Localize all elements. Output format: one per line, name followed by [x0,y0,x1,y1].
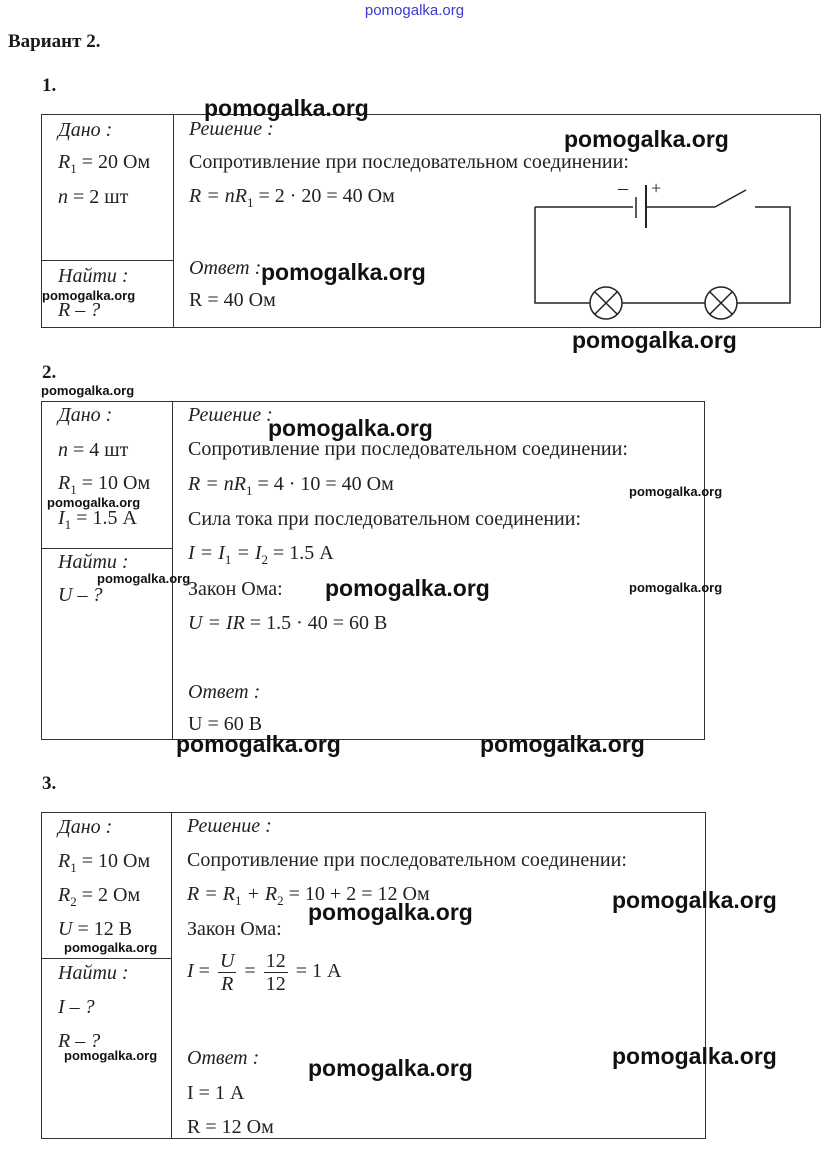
problem-2-find-1: U – ? [58,584,103,606]
watermark: pomogalka.org [204,95,369,121]
battery-plus-sign: + [651,178,662,198]
problem-2-given-1: n = 4 шт [58,439,129,461]
watermark: pomogalka.org [64,940,158,955]
watermark: pomogalka.org [97,571,191,586]
problem-3-answer-1: I = 1 А [187,1082,245,1104]
problem-1-given-label: Дано : [58,119,113,141]
problem-1-answer: R = 40 Ом [189,289,276,311]
watermark: pomogalka.org [612,887,777,913]
problem-3-given-2: $R_2 = 2$ Ом [58,884,141,909]
problem-3-find-1: I – ? [58,996,95,1018]
problem-1-divider [173,114,174,328]
watermark: pomogalka.org [176,731,341,757]
problem-1-find-1: R – ? [58,299,101,321]
watermark: pomogalka.org [629,580,723,595]
problem-2-answer: U = 60 В [188,713,263,735]
watermark: pomogalka.org [629,484,723,499]
problem-3-solution-line-1: Сопротивление при последовательном соединении: [187,849,627,871]
top-watermark: pomogalka.org [364,2,465,19]
problem-1-answer-label: Ответ : [189,257,262,279]
watermark: pomogalka.org [325,575,490,601]
problem-2-given-2: $R_1 = 10$ Ом [58,472,151,497]
problem-3-given-3: U = 12 В [58,918,133,940]
problem-1-find-label: Найти : [58,265,129,287]
problem-3-find-label: Найти : [58,962,129,984]
problem-1-given-1: $R_1 = 20$ Ом [58,151,151,176]
circuit-wire-right [737,207,790,303]
problem-2-given-label: Дано : [58,404,113,426]
problem-3-given-label: Дано : [58,816,113,838]
problem-2-solution-line-1: Сопротивление при последовательном соединении: [188,438,628,460]
circuit-wire-left [535,207,590,303]
problem-3-solution-line-2: $R = R_1 + R_2 = 10 + 2 = 12$ Ом [187,883,430,908]
problem-3-solution-label: Решение : [187,815,272,837]
problem-1-solution-label: Решение : [189,118,274,140]
watermark: pomogalka.org [41,383,135,398]
problem-3-given-find-divider [41,958,171,959]
problem-1-solution-line-2: $R = nR_1 = 2 \cdot 20 = 40$ Ом [189,185,395,210]
problem-3-answer-2: R = 12 Ом [187,1116,274,1138]
watermark: pomogalka.org [480,731,645,757]
watermark: pomogalka.org [308,1055,473,1081]
watermark: pomogalka.org [42,288,136,303]
watermark: pomogalka.org [572,327,737,353]
problem-3-find-2: R – ? [58,1030,101,1052]
battery-minus-sign: – [618,177,628,199]
watermark: pomogalka.org [564,126,729,152]
problem-2-solution-line-5: Закон Ома: [188,578,283,600]
problem-2-answer-label: Ответ : [188,681,261,703]
problem-2-solution-line-4: $I = I_1 = I_2 = 1.5$ А [188,542,334,567]
problem-2-given-find-divider [41,548,172,549]
bulb-icon-2 [705,287,737,319]
problem-1-solution-line-1: Сопротивление при последовательном соединении: [189,151,629,173]
watermark: pomogalka.org [308,899,473,925]
problem-3-given-1: $R_1 = 10$ Ом [58,850,151,875]
watermark: pomogalka.org [64,1048,158,1063]
circuit-diagram [520,170,810,330]
problem-2-solution-label: Решение : [188,404,273,426]
problem-3-solution-line-4: I = $\frac{U}{R}$ = $\frac{12}{12}$ = 1 А [187,950,342,995]
fraction-12-over-12: $\frac{12}{12}$ [265,950,286,995]
battery-icon [633,185,647,228]
switch-icon [715,190,746,207]
problem-1-given-find-divider [41,260,173,261]
problem-2-find-label: Найти : [58,551,129,573]
problem-1-given-2: n = 2 шт [58,186,129,208]
watermark: pomogalka.org [268,415,433,441]
variant-title: Вариант 2. [8,31,101,52]
fraction-u-over-r: $\frac{U}{R}$ [219,950,235,995]
problem-3-answer-label: Ответ : [187,1047,260,1069]
problem-2-solution-line-3: Сила тока при последовательном соединении: [188,508,582,530]
problem-2-given-3: $I_1 = 1.5$ А [58,507,137,532]
problem-3-number: 3. [42,773,57,794]
bulb-icon-1 [590,287,622,319]
problem-1-number: 1. [42,75,57,96]
watermark: pomogalka.org [47,495,141,510]
problem-3-divider [171,812,172,1139]
problem-3-solution-line-3: Закон Ома: [187,918,282,940]
watermark: pomogalka.org [612,1043,777,1069]
problem-2-number: 2. [42,362,57,383]
problem-2-solution-line-6: U = IR = 1.5 · 40 = 60 В [188,612,388,634]
problem-2-solution-line-2: $R = nR_1 = 4 \cdot 10 = 40$ Ом [188,473,394,498]
watermark: pomogalka.org [261,259,426,285]
